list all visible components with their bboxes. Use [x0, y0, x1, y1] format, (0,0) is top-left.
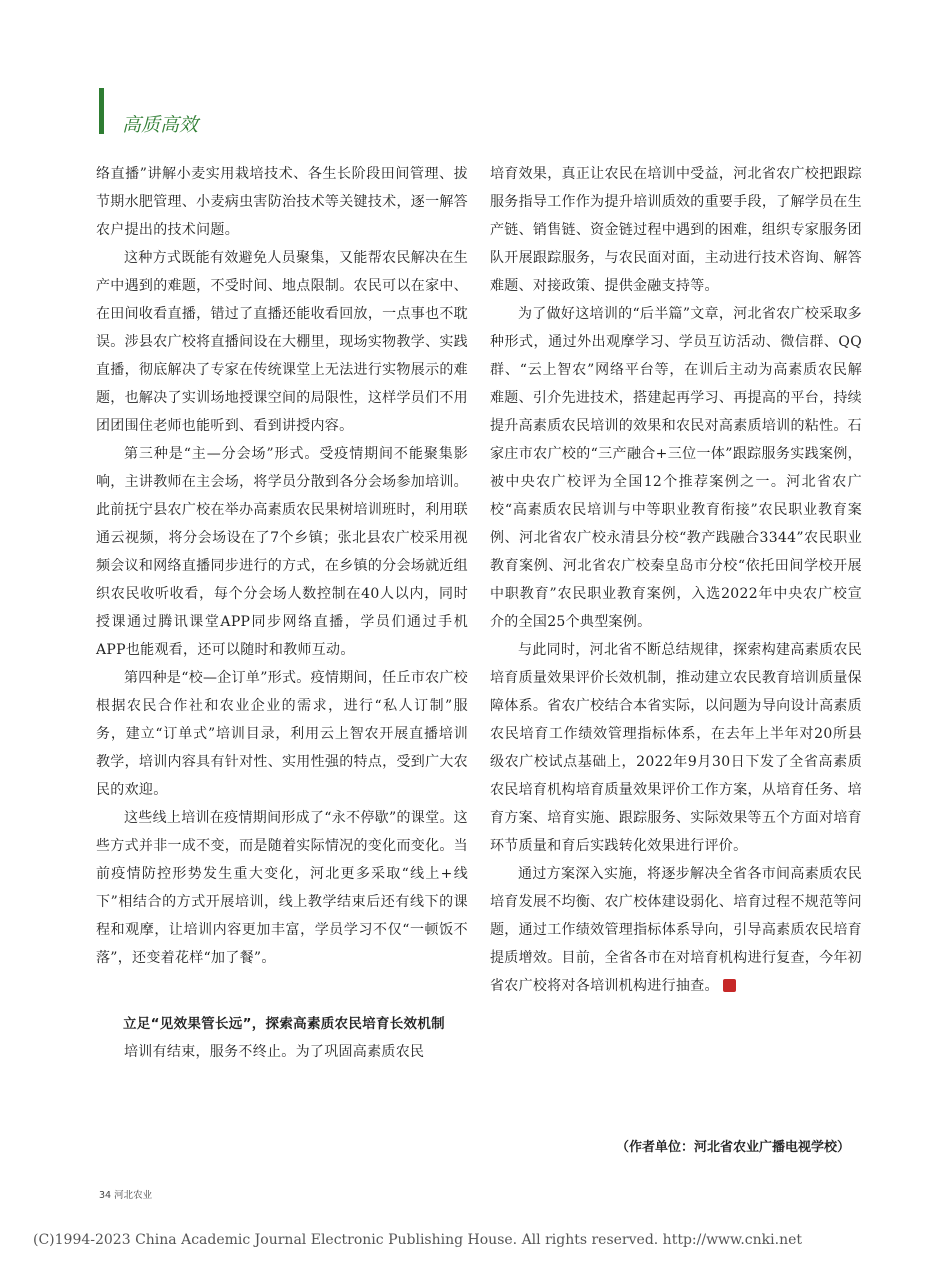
journal-name: 河北农业 — [114, 1190, 153, 1201]
left-column — [96, 160, 468, 1066]
paragraph: 与此同时，河北省不断总结规律，探索构建高素质农民培育质量效果评价长效机制，推动建立农民教育培训质量保障体系。省农广校结合本省实际，以问题为导向设计高素质农民培育工作绩效管理指标体系，在去年上半年对20所县级农广校试点基础上，2022年9月30日下发了全省高素质农民培育机构培育质量效果评价工作方案，从培育任务、培育方案、培育实施、跟踪服务、实际效果等五个方面对培育环节质量和育后实践转化效果进行评价。 — [490, 642, 862, 854]
section-label: 高质高效 — [122, 114, 199, 136]
paragraph-text: 通过方案深入实施，将逐步解决全省各市间高素质农民培育发展不均衡、农广校体建设弱化、培育过程不规范等问题，通过工作绩效管理指标体系导向，引导高素质农民培育提质增效。目前，全省各市在对培育机构进行复查，今年初省农广校将对各培训机构进行抽查。 — [490, 866, 862, 994]
end-mark-icon — [723, 979, 736, 992]
section-accent-bar — [99, 88, 104, 134]
paragraph: 络直播”讲解小麦实用栽培技术、各生长阶段田间管理、拔节期水肥管理、小麦病虫害防治技术等关键技术，逐一解答农户提出的技术问题。 — [96, 166, 468, 238]
paragraph: 这种方式既能有效避免人员聚集，又能帮农民解决在生产中遇到的难题，不受时间、地点限制。农民可以在家中、在田间收看直播，错过了直播还能收看回放，一点事也不耽误。涉县农广校将直播间设在大棚里，现场实物教学、实践直播，彻底解决了专家在传统课堂上无法进行实物展示的难题，也解决了实训场地授课空间的局限性，这样学员们不用团团围住老师也能听到、看到讲授内容。 — [96, 250, 468, 434]
folio — [99, 1187, 152, 1201]
section-heading: 立足“见效果管长远”，探索高素质农民培育长效机制 — [123, 1016, 445, 1032]
author-affiliation: （作者单位：河北省农业广播电视学校） — [615, 1140, 850, 1155]
paragraph-last — [490, 860, 862, 1000]
paragraph: 第三种是“主—分会场”形式。受疫情期间不能聚集影响，主讲教师在主会场，将学员分散到各分会场参加培训。此前抚宁县农广校在举办高素质农民果树培训班时，利用联通云视频，将分会场设在了7个乡镇；张北县农广校采用视频会议和网络直播同步进行的方式，在乡镇的分会场就近组织农民收听收看，每个分会场人数控制在40人以内，同时授课通过腾讯课堂APP同步网络直播，学员们通过手机APP也能观看，还可以随时和教师互动。 — [96, 446, 468, 658]
paragraph: 培育效果，真正让农民在培训中受益，河北省农广校把跟踪服务指导工作作为提升培训质效的重要手段，了解学员在生产链、销售链、资金链过程中遇到的困难，组织专家服务团队开展跟踪服务，与农民面对面，主动进行技术咨询、解答难题、对接政策、提供金融支持等。 — [490, 166, 862, 294]
copyright-notice: (C)1994-2023 China Academic Journal Electronic Publishing House. All rights reserved. http://www.cnki.net — [33, 1232, 803, 1248]
paragraph: 为了做好这培训的“后半篇”文章，河北省农广校采取多种形式，通过外出观摩学习、学员互访活动、微信群、QQ群、“云上智农”网络平台等，在训后主动为高素质农民解难题、引介先进技术，搭建起再学习、再提高的平台，持续提升高素质农民培训的效果和农民对高素质培训的粘性。石家庄市农广校的“三产融合+三位一体”跟踪服务实践案例，被中央农广校评为全国12个推荐案例之一。河北省农广校“高素质农民培训与中等职业教育衔接”农民职业教育案例、河北省农广校永清县分校“教产践融合3344”农民职业教育案例、河北省农广校秦皇岛市分校“依托田间学校开展中职教育”农民职业教育案例，入选2022年中央农广校宣介的全国25个典型案例。 — [490, 306, 862, 630]
page-number: 34 — [99, 1190, 112, 1201]
paragraph: 第四种是“校—企订单”形式。疫情期间，任丘市农广校根据农民合作社和农业企业的需求，进行“私人订制”服务，建立“订单式”培训目录，利用云上智农开展直播培训教学，培训内容具有针对性、实用性强的特点，受到广大农民的欢迎。 — [96, 670, 468, 798]
paragraph: 培训有结束，服务不终止。为了巩固高素质农民 — [124, 1044, 425, 1060]
right-column — [490, 160, 862, 1000]
paragraph: 这些线上培训在疫情期间形成了“永不停歇”的课堂。这些方式并非一成不变，而是随着实际情况的变化而变化。当前疫情防控形势发生重大变化，河北更多采取“线上+线下”相结合的方式开展培训，线上教学结束后还有线下的课程和观摩，让培训内容更加丰富，学员学习不仅“一顿饭不落”，还变着花样“加了餐”。 — [96, 810, 468, 966]
